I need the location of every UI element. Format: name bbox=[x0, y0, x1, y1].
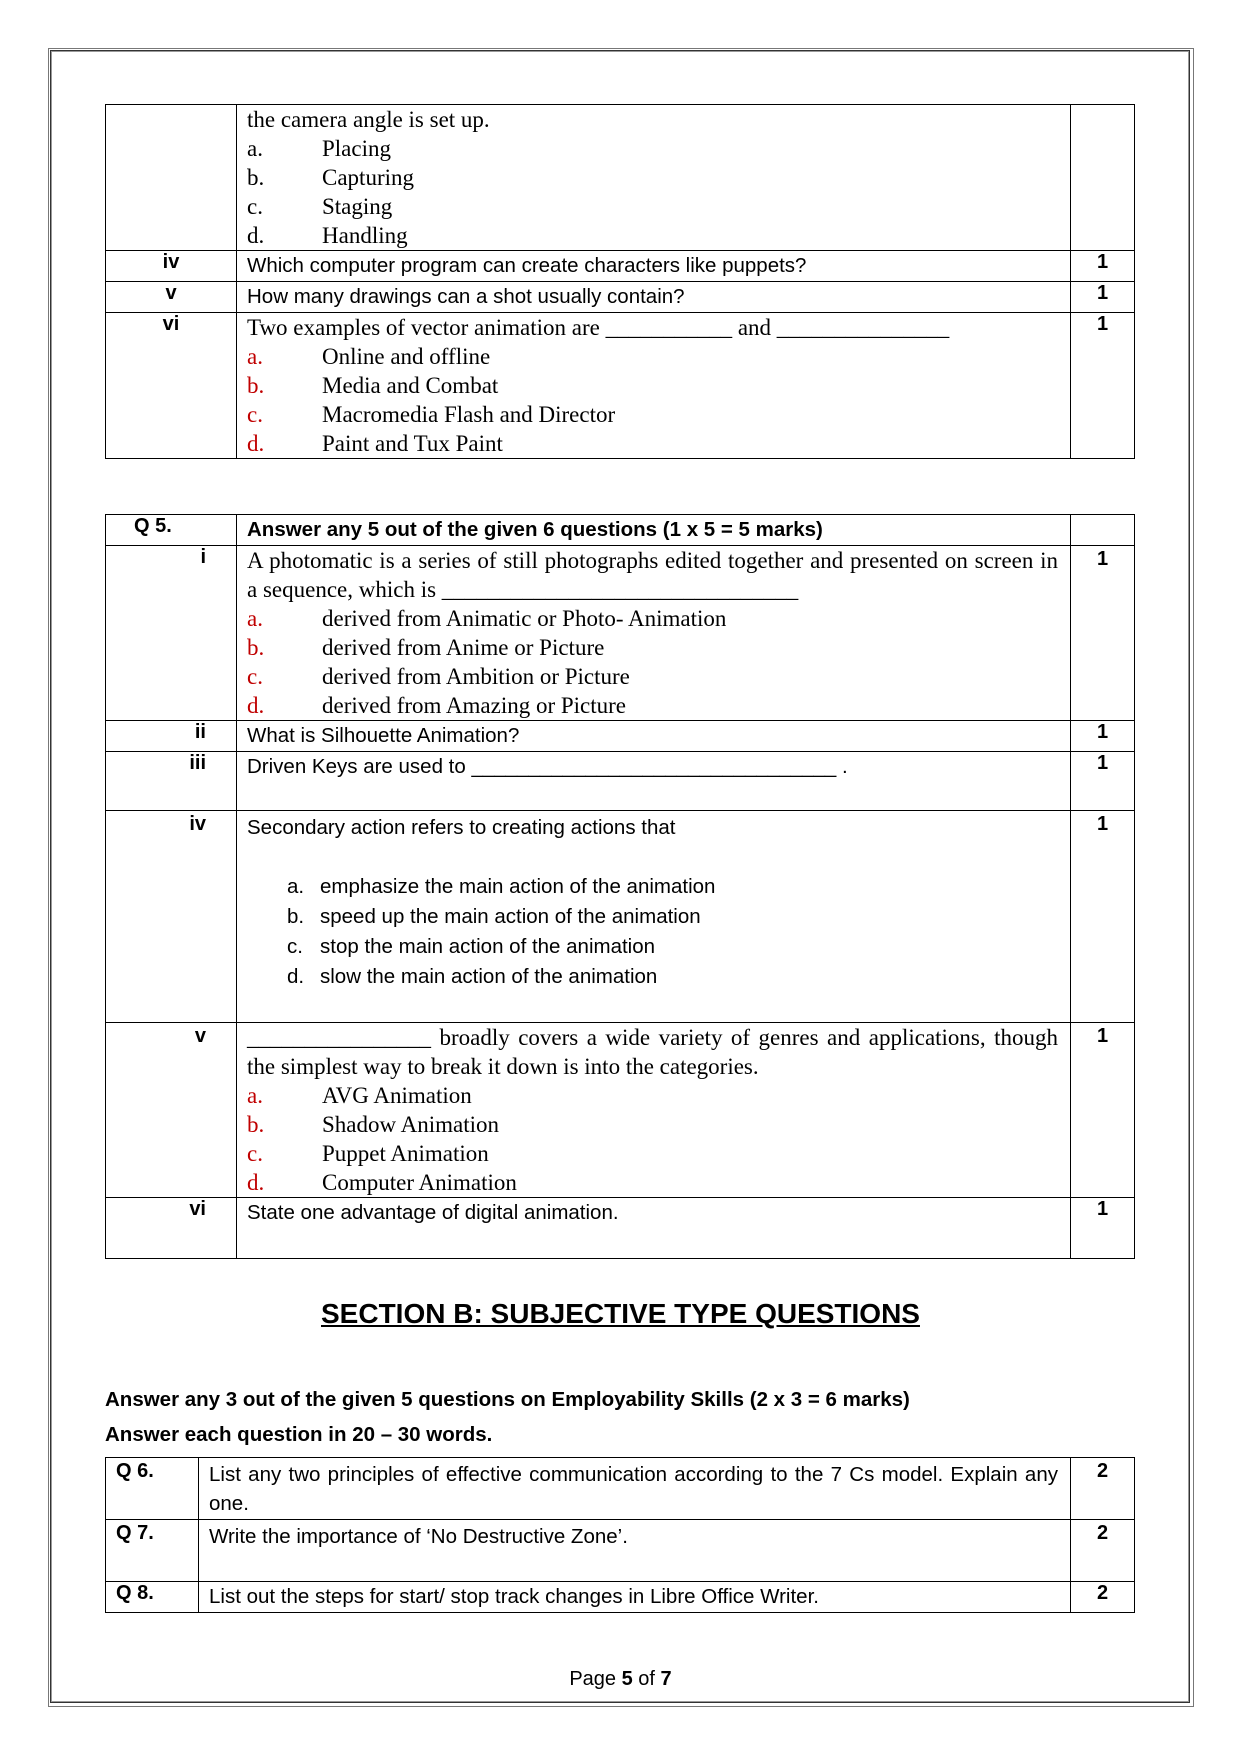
question-text: List out the steps for start/ stop track changes in Libre Office Writer. bbox=[199, 1582, 1071, 1613]
table-row bbox=[106, 1520, 1135, 1582]
table-row bbox=[106, 282, 1135, 313]
section-instruction: Answer any 3 out of the given 5 questions on Employability Skills (2 x 3 = 6 marks) bbox=[105, 1388, 910, 1411]
question-number: Q 6. bbox=[106, 1458, 199, 1520]
marks-cell: 1 bbox=[1071, 1198, 1135, 1259]
option-a: a. Placing bbox=[247, 136, 391, 161]
option-d: d. Computer Animation bbox=[247, 1170, 517, 1195]
section-instruction: Answer each question in 20 – 30 words. bbox=[105, 1423, 493, 1446]
marks-cell: 1 bbox=[1071, 752, 1135, 811]
marks-cell: 1 bbox=[1071, 313, 1135, 459]
option-b: b. Capturing bbox=[247, 165, 414, 190]
subjective-questions-table bbox=[105, 1457, 1135, 1613]
marks-cell: 2 bbox=[1071, 1458, 1135, 1520]
question-number: iii bbox=[106, 752, 237, 811]
option-d: d. derived from Amazing or Picture bbox=[247, 693, 627, 718]
question-text: Secondary action refers to creating actions that bbox=[247, 816, 676, 839]
question-text-cell bbox=[237, 105, 1071, 251]
question-text: Which computer program can create characters like puppets? bbox=[237, 251, 1071, 282]
option-c: c. Macromedia Flash and Director bbox=[247, 402, 616, 427]
option-b: b. Shadow Animation bbox=[247, 1112, 499, 1137]
question-text-cell bbox=[237, 811, 1071, 1023]
question-number: v bbox=[106, 1023, 237, 1198]
table-row bbox=[106, 1582, 1135, 1613]
marks-cell: 1 bbox=[1071, 721, 1135, 752]
page-footer: Page 5 of 7 bbox=[569, 1668, 672, 1690]
table-row bbox=[106, 546, 1135, 721]
marks-cell: 1 bbox=[1071, 811, 1135, 1023]
question-table-continued bbox=[105, 104, 1135, 459]
option-b: b. speed up the main action of the animation bbox=[287, 905, 701, 928]
question-number: iv bbox=[106, 251, 237, 282]
option-c: c. Puppet Animation bbox=[247, 1141, 489, 1166]
question-5-table bbox=[105, 514, 1135, 1259]
option-d: d. Handling bbox=[247, 223, 408, 248]
question-number: v bbox=[106, 282, 237, 313]
question-text: Driven Keys are used to ________________________________ . bbox=[237, 752, 1071, 811]
question-text: State one advantage of digital animation. bbox=[237, 1198, 1071, 1259]
table-row bbox=[106, 1023, 1135, 1198]
table-row bbox=[106, 1198, 1135, 1259]
marks-cell: 1 bbox=[1071, 1023, 1135, 1198]
total-pages: 7 bbox=[660, 1668, 672, 1690]
question-text: How many drawings can a shot usually contain? bbox=[237, 282, 1071, 313]
question-text: What is Silhouette Animation? bbox=[237, 721, 1071, 752]
table-row bbox=[106, 752, 1135, 811]
option-c: c. derived from Ambition or Picture bbox=[247, 664, 630, 689]
question-text-cell bbox=[237, 546, 1071, 721]
table-row bbox=[106, 515, 1135, 546]
question-text: ________________ broadly covers a wide variety of genres and applications, though the simplest way to break it down is into the categories. bbox=[247, 1025, 1058, 1079]
current-page: 5 bbox=[621, 1668, 633, 1690]
marks-cell bbox=[1071, 105, 1135, 251]
question-number: ii bbox=[106, 721, 237, 752]
question-text-cell bbox=[237, 313, 1071, 459]
question-number: Q 8. bbox=[106, 1582, 199, 1613]
marks-cell bbox=[1071, 515, 1135, 546]
option-d: d. Paint and Tux Paint bbox=[247, 431, 503, 456]
option-a: a. emphasize the main action of the animation bbox=[287, 875, 716, 898]
question-title: Answer any 5 out of the given 6 questions (1 x 5 = 5 marks) bbox=[237, 515, 1071, 546]
marks-cell: 2 bbox=[1071, 1520, 1135, 1582]
option-a: a. AVG Animation bbox=[247, 1083, 472, 1108]
question-text: the camera angle is set up. bbox=[247, 107, 490, 132]
table-row bbox=[106, 1458, 1135, 1520]
marks-cell: 1 bbox=[1071, 546, 1135, 721]
question-number: vi bbox=[106, 1198, 237, 1259]
table-row bbox=[106, 721, 1135, 752]
question-number: i bbox=[106, 546, 237, 721]
question-number: vi bbox=[106, 313, 237, 459]
marks-cell: 1 bbox=[1071, 282, 1135, 313]
table-row bbox=[106, 251, 1135, 282]
question-number: iv bbox=[106, 811, 237, 1023]
table-row bbox=[106, 105, 1135, 251]
marks-cell: 2 bbox=[1071, 1582, 1135, 1613]
question-text: List any two principles of effective communication according to the 7 Cs model. Explain any one. bbox=[199, 1458, 1071, 1520]
option-a: a. derived from Animatic or Photo- Animation bbox=[247, 606, 727, 631]
option-c: c. Staging bbox=[247, 194, 393, 219]
option-a: a. Online and offline bbox=[247, 344, 491, 369]
question-text: Two examples of vector animation are ___________ and _______________ bbox=[247, 315, 950, 340]
question-text-cell bbox=[237, 1023, 1071, 1198]
table-row bbox=[106, 313, 1135, 459]
question-label: Q 5. bbox=[106, 515, 237, 546]
table-row bbox=[106, 811, 1135, 1023]
marks-cell: 1 bbox=[1071, 251, 1135, 282]
option-c: c. stop the main action of the animation bbox=[287, 935, 656, 958]
question-number bbox=[106, 105, 237, 251]
question-text: Write the importance of ‘No Destructive Zone’. bbox=[199, 1520, 1071, 1582]
option-d: d. slow the main action of the animation bbox=[287, 965, 658, 988]
question-text: A photomatic is a series of still photographs edited together and presented on screen in a sequence, which is _______________________________ bbox=[247, 548, 1058, 602]
question-number: Q 7. bbox=[106, 1520, 199, 1582]
section-heading: SECTION B: SUBJECTIVE TYPE QUESTIONS bbox=[321, 1298, 920, 1329]
option-b: b. Media and Combat bbox=[247, 373, 499, 398]
option-b: b. derived from Anime or Picture bbox=[247, 635, 605, 660]
